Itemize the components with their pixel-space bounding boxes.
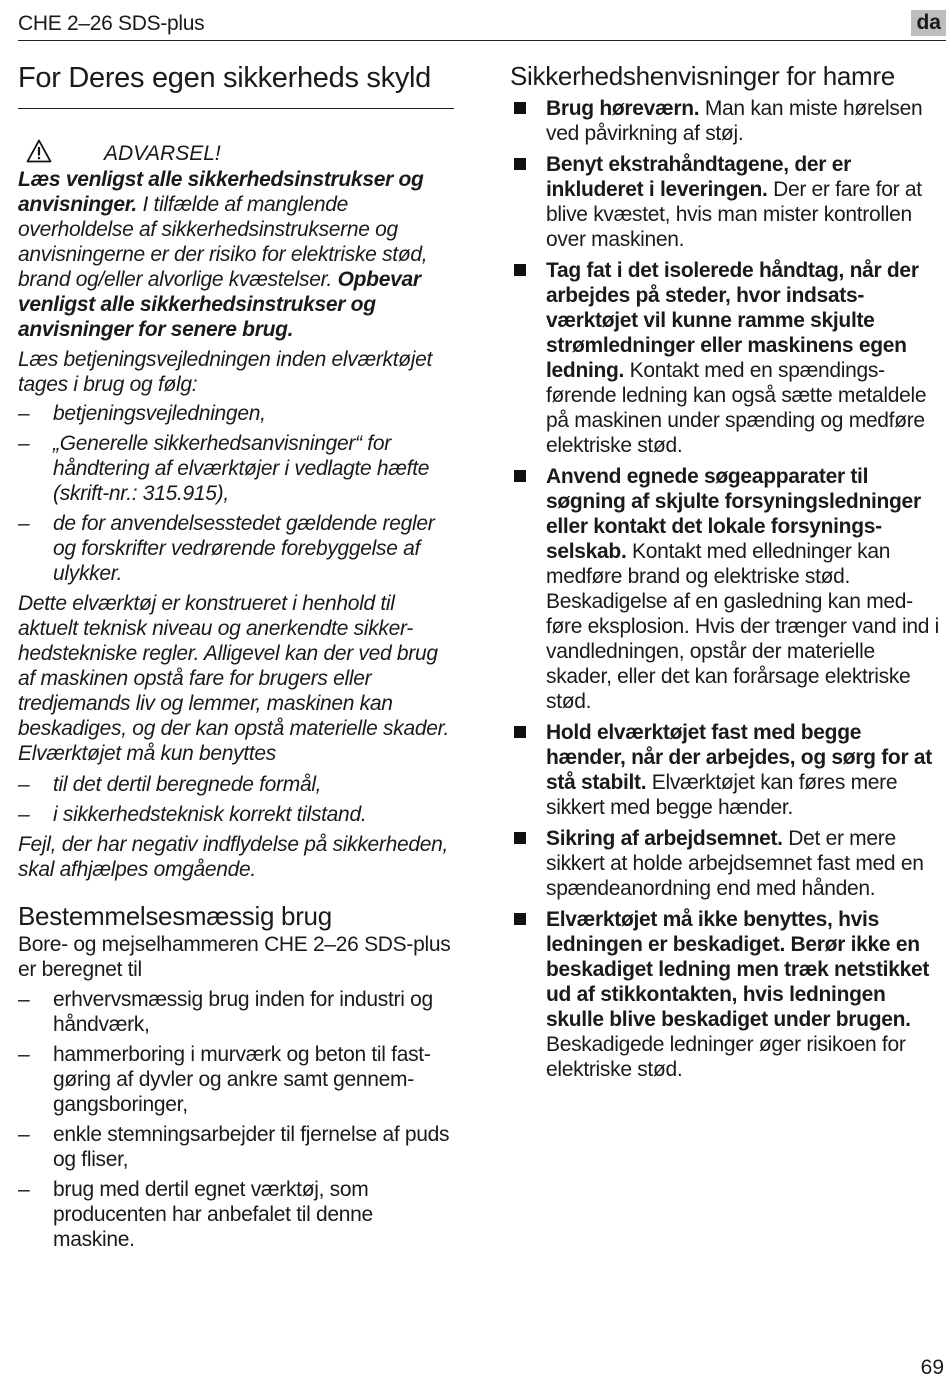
intended-use-list (18, 987, 454, 1252)
list-item: – til det dertil beregnede formål, (18, 773, 322, 796)
hammer-safety-heading: Sikkerhedshenvisninger for hamre (510, 61, 895, 91)
list-item: – „Generelle sikkerhedsanvisninger“ for håndtering af elværktøjer i vedlagte hæfte (skrift-nr.: 315.915), (18, 432, 430, 505)
list-item: – i sikkerhedsteknisk korrekt tilstand. (18, 803, 367, 826)
warning-bold-1: Læs venligst alle sikkerhedsinstrukser og anvisninger. (18, 168, 424, 216)
left-column (18, 60, 454, 1257)
square-bullet-icon (514, 470, 526, 482)
page-number: 69 (920, 1356, 944, 1379)
warning-paragraph (18, 167, 454, 342)
right-column (510, 60, 946, 1088)
warning-text-1: I tilfælde af manglende overholdelse af sikkerhedsinstrukserne og anvisningerne er der risiko for elektriske stød, brand og/eller alvorlige kvæstelser. (18, 193, 428, 291)
list-item: Tag fat i det isolerede håndtag, når der arbejdes på steder, hvor indsats-værktøjet vil kunne ramme skjulte strømledninger eller maskinens egen ledning. Kontakt med en spændings-førende ledning kan også sætte metaldele på maskinen under spænding og medføre elektriske stød. (510, 258, 946, 458)
list-item: – erhvervsmæssig brug inden for industri og håndværk, (18, 988, 433, 1036)
usage-conditions-list (18, 772, 454, 827)
language-badge: da (911, 10, 946, 36)
list-item: Elværktøjet må ikke benyttes, hvis ledningen er beskadiget. Berør ikke en beskadiget ledning men træk netstikket ud af stikkontakten, hvis ledningen skulle blive beskadiget under brugen. Beskadigede ledninger øger risikoen for elektriske stød. (510, 907, 946, 1082)
list-item: – betjeningsvejledningen, (18, 402, 266, 425)
intended-use-intro: Bore- og mejselhammeren CHE 2–26 SDS-plus er beregnet til (18, 933, 451, 981)
list-item: – hammerboring i murværk og beton til fast-gøring af dyvler og ankre samt gennem-gangsboringer, (18, 1043, 431, 1116)
safety-heading: For Deres egen sikkerheds skyld (18, 62, 431, 94)
square-bullet-icon (514, 158, 526, 170)
document-title: CHE 2–26 SDS-plus (18, 12, 205, 35)
heading-divider (18, 108, 454, 109)
list-item: – brug med dertil egnet værktøj, som producenten har anbefalet til denne maskine. (18, 1178, 373, 1251)
list-item: Sikring af arbejdsemnet. Det er mere sikkert at holde arbejdsemnet fast med en spændeanordning end med hånden. (510, 826, 946, 901)
list-item: Benyt ekstrahåndtagene, der er inkluderet i leveringen. Der er fare for at blive kvæstet, hvis man mister kontrollen over maskinen. (510, 152, 946, 252)
list-item: Brug høreværn. Man kan miste hørelsen ved påvirkning af støj. (510, 96, 946, 146)
square-bullet-icon (514, 102, 526, 114)
warning-label: ADVARSEL! (104, 142, 221, 165)
square-bullet-icon (514, 726, 526, 738)
instruction-list (18, 401, 454, 586)
square-bullet-icon (514, 832, 526, 844)
hammer-safety-list (510, 96, 946, 1082)
construction-paragraph: Dette elværktøj er konstrueret i henhold til aktuelt teknisk niveau og anerkendte sikker-hedstekniske regler. Alligevel kan der ved brug af maskinen opstå fare for brugers eller tredjemands liv og lemmer, maskinen kan beskadiges, og der kan opstå materielle skader. Elværktøjet må kun benyttes (18, 592, 450, 765)
list-item: – enkle stemningsarbejder til fjernelse af puds og fliser, (18, 1123, 450, 1171)
warning-row (18, 137, 454, 167)
list-item: Hold elværktøjet fast med begge hænder, når der arbejdes, og sørg for at stå stabilt. Elværktøjet kan føres mere sikkert med begge hænder. (510, 720, 946, 820)
square-bullet-icon (514, 264, 526, 276)
intended-use-heading: Bestemmelsesmæssig brug (18, 901, 332, 931)
read-instructions: Læs betjeningsvejledningen inden elværktøjet tages i brug og følg: (18, 348, 433, 396)
square-bullet-icon (514, 913, 526, 925)
list-item: Anvend egnede søgeapparater til søgning af skjulte forsyningsledninger eller kontakt det lokale forsynings-selskab. Kontakt med elledninger kan medføre brand og elektriske stød. Beskadigelse af en gasledning kan med-føre eksplosion. Hvis der trænger vand ind i vandledningen, opstår der materielle skader, eller det kan forårsage elektriske stød. (510, 464, 946, 714)
warning-bold-2: Opbevar venligst alle sikkerhedsinstrukser og anvisninger for senere brug. (18, 268, 421, 341)
page-header (18, 8, 946, 41)
list-item: – de for anvendelsesstedet gældende regler og forskrifter vedrørende forebyggelse af ulykker. (18, 512, 435, 585)
warning-triangle-icon (26, 139, 52, 163)
faults-paragraph: Fejl, der har negativ indflydelse på sikkerheden, skal afhjælpes omgående. (18, 833, 449, 881)
